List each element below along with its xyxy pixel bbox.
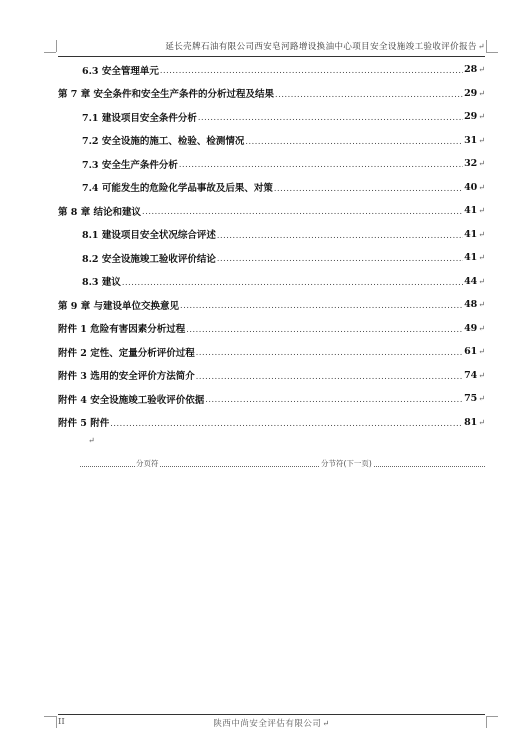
toc-entry[interactable]	[58, 176, 485, 200]
paragraph-mark-icon: ↵	[478, 253, 485, 263]
paragraph-mark-icon: ↵	[478, 323, 485, 333]
toc-entry-page: 28	[464, 64, 478, 76]
toc-leader-dots	[217, 254, 463, 263]
paragraph-mark-icon: ↵	[322, 719, 330, 728]
toc-leader-dots	[196, 372, 463, 381]
paragraph-mark-icon: ↵	[478, 112, 485, 122]
toc-leader-dots	[122, 278, 463, 287]
paragraph-mark-icon: ↵	[477, 42, 485, 51]
page-break-label: 分页符	[136, 459, 159, 468]
paragraph-mark-icon: ↵	[478, 65, 485, 75]
paragraph-mark-icon: ↵	[478, 229, 485, 239]
toc-entry-title: 附件 4 安全设施竣工验收评价依据	[58, 394, 205, 406]
toc-entry-page: 61	[464, 346, 478, 358]
toc-entry-title: 附件 5 附件	[58, 418, 110, 430]
toc-entry[interactable]	[58, 223, 485, 247]
toc-leader-dots	[198, 113, 463, 122]
toc-entry-page: 81	[464, 416, 478, 428]
toc-entry[interactable]	[58, 199, 485, 223]
toc-entry[interactable]	[58, 317, 485, 341]
toc-entry-title: 8.1 建设项目安全状况综合评述	[82, 230, 216, 242]
toc-leader-dots	[110, 419, 463, 428]
toc-entry-title: 6.3 安全管理单元	[82, 65, 159, 77]
toc-entry-page: 41	[464, 205, 478, 217]
toc-entry[interactable]	[58, 82, 485, 106]
crop-mark	[56, 716, 57, 728]
crop-mark	[486, 716, 487, 728]
footer-organization	[58, 717, 485, 729]
toc-leader-dots	[205, 395, 463, 404]
toc-leader-dots	[245, 137, 463, 146]
crop-mark	[44, 716, 56, 717]
toc-entry-title: 7.4 可能发生的危险化学品事故及后果、对策	[82, 183, 273, 195]
toc-entry-page: 31	[464, 134, 478, 146]
toc-entry-title: 第 8 章 结论和建议	[58, 206, 142, 218]
toc-leader-dots	[179, 160, 463, 169]
paragraph-mark-icon: ↵	[478, 276, 485, 286]
toc-entry-title: 7.1 建设项目安全条件分析	[82, 112, 197, 124]
toc-entry-page: 41	[464, 252, 478, 264]
page-footer	[58, 714, 485, 731]
crop-mark	[486, 40, 487, 52]
crop-mark	[486, 716, 498, 717]
crop-mark	[486, 52, 498, 53]
paragraph-mark-icon: ↵	[478, 182, 485, 192]
toc-leader-dots	[217, 231, 463, 240]
toc-entry[interactable]	[58, 58, 485, 82]
crop-mark	[44, 52, 56, 53]
toc-entry-page: 29	[464, 87, 478, 99]
section-break	[80, 458, 485, 470]
footer-page-number: II	[58, 717, 65, 727]
table-of-contents	[58, 58, 485, 434]
paragraph-mark-icon: ↵	[478, 370, 485, 380]
toc-entry-title: 第 7 章 安全条件和安全生产条件的分析过程及结果	[58, 89, 275, 101]
toc-entry-page: 74	[464, 369, 478, 381]
toc-entry-page: 29	[464, 111, 478, 123]
toc-entry[interactable]	[58, 340, 485, 364]
toc-leader-dots	[275, 90, 463, 99]
toc-entry-title: 附件 1 危险有害因素分析过程	[58, 324, 186, 336]
toc-entry[interactable]	[58, 270, 485, 294]
page-header	[58, 40, 485, 57]
toc-entry[interactable]	[58, 293, 485, 317]
crop-mark	[56, 40, 57, 52]
toc-entry-title: 第 9 章 与建设单位交换意见	[58, 300, 180, 312]
toc-entry-page: 49	[464, 322, 478, 334]
header-title: 延长壳牌石油有限公司西安皂河路增设换油中心项目安全设施竣工验收评价报告	[165, 42, 477, 52]
toc-entry-title: 7.3 安全生产条件分析	[82, 159, 178, 171]
toc-entry[interactable]	[58, 129, 485, 153]
toc-leader-dots	[142, 207, 463, 216]
toc-leader-dots	[186, 325, 463, 334]
paragraph-mark-icon: ↵	[88, 436, 95, 445]
toc-leader-dots	[196, 348, 463, 357]
toc-entry-title: 8.3 建议	[82, 277, 121, 289]
paragraph-mark-icon: ↵	[478, 394, 485, 404]
toc-entry-title: 8.2 安全设施竣工验收评价结论	[82, 253, 216, 265]
toc-entry-page: 40	[464, 181, 478, 193]
section-break-label: 分节符(下一页)	[321, 459, 372, 468]
toc-entry-title: 7.2 安全设施的施工、检验、检测情况	[82, 136, 245, 148]
toc-entry[interactable]	[58, 411, 485, 435]
paragraph-mark-icon: ↵	[478, 347, 485, 357]
paragraph-mark-icon: ↵	[478, 88, 485, 98]
toc-entry-title: 附件 3 选用的安全评价方法简介	[58, 371, 195, 383]
paragraph-mark-icon: ↵	[478, 206, 485, 216]
toc-entry[interactable]	[58, 105, 485, 129]
toc-entry[interactable]	[58, 246, 485, 270]
paragraph-mark-icon: ↵	[478, 300, 485, 310]
toc-entry[interactable]	[58, 152, 485, 176]
toc-leader-dots	[180, 301, 463, 310]
toc-entry-page: 32	[464, 158, 478, 170]
paragraph-mark-icon: ↵	[478, 159, 485, 169]
toc-entry-page: 75	[464, 393, 478, 405]
toc-entry[interactable]	[58, 387, 485, 411]
toc-entry-page: 44	[464, 275, 478, 287]
toc-entry-page: 41	[464, 228, 478, 240]
toc-entry-title: 附件 2 定性、定量分析评价过程	[58, 347, 195, 359]
paragraph-mark-icon: ↵	[478, 135, 485, 145]
footer-organization-text: 陕西中尚安全评估有限公司	[213, 719, 322, 729]
paragraph-mark-icon: ↵	[478, 417, 485, 427]
toc-leader-dots	[274, 184, 463, 193]
toc-entry-page: 48	[464, 299, 478, 311]
toc-leader-dots	[160, 66, 463, 75]
toc-entry[interactable]	[58, 364, 485, 388]
